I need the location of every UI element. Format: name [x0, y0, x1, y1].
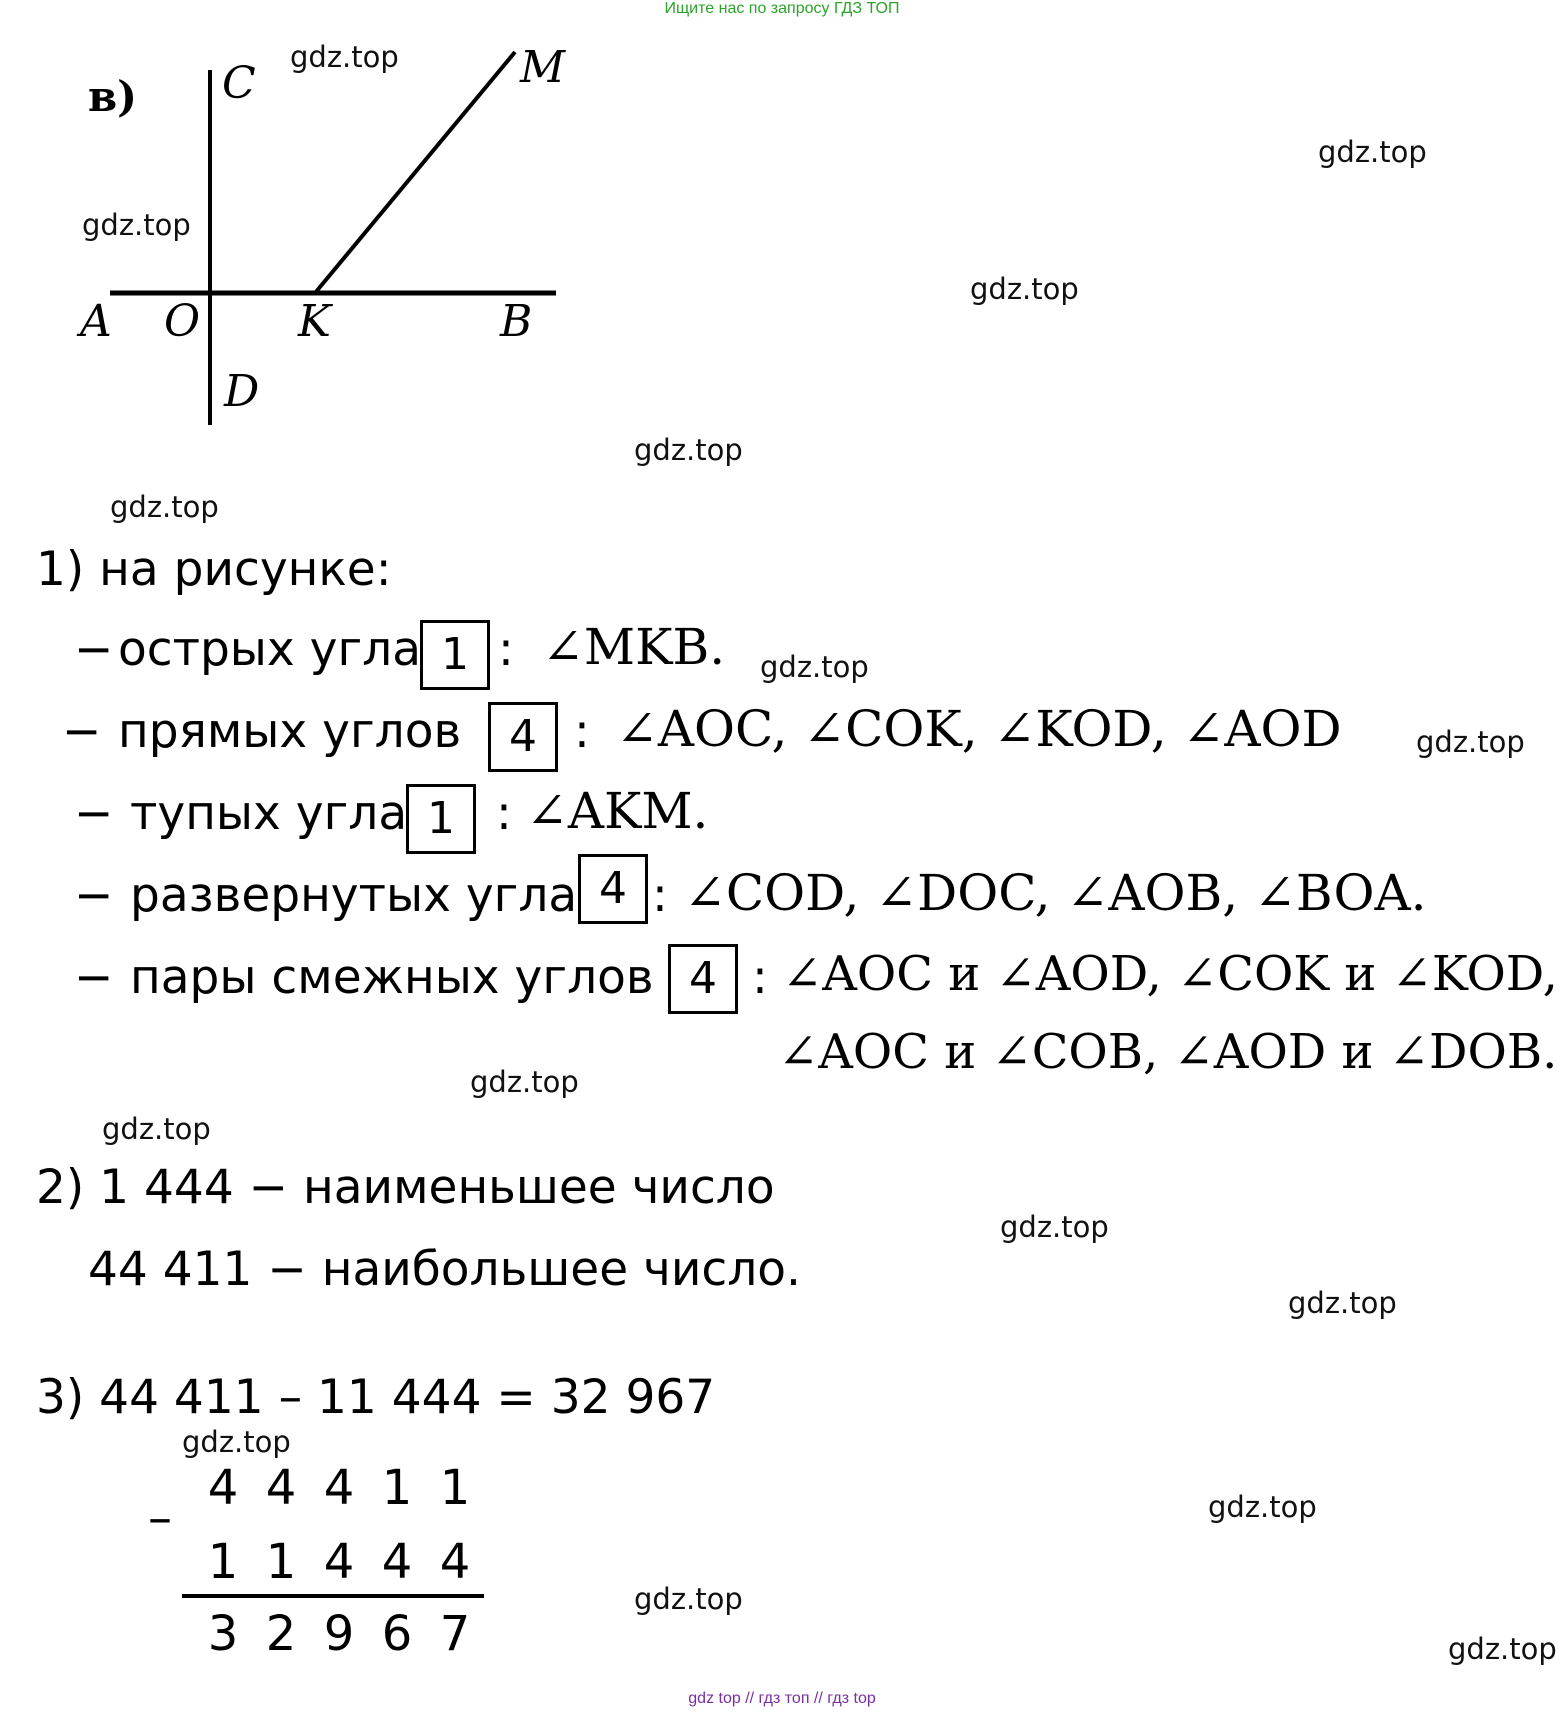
watermark: gdz.top	[82, 208, 191, 242]
digit: 7	[439, 1606, 471, 1662]
part3-equation: 3) 44 411 – 11 444 = 32 967	[36, 1370, 716, 1425]
digit: 4	[207, 1460, 239, 1516]
count-box: 4	[488, 702, 558, 772]
item-angles: ∠AKM.	[526, 782, 709, 840]
digit: 1	[381, 1460, 413, 1516]
watermark: gdz.top	[1288, 1286, 1397, 1320]
digit: 3	[207, 1606, 239, 1662]
item-angles: ∠MKB.	[542, 618, 726, 676]
item-label: пары смежных углов	[130, 950, 654, 1005]
digit: 9	[323, 1606, 355, 1662]
part1-intro: 1) на рисунке:	[36, 542, 392, 597]
point-o-label: O	[164, 296, 201, 347]
watermark: gdz.top	[1000, 1210, 1109, 1244]
digit: 4	[439, 1534, 471, 1590]
footer-banner: gdz top // гдз топ // гдз top	[688, 1690, 876, 1707]
item-angles: ∠AOC и ∠AOD, ∠COK и ∠KOD,	[782, 946, 1558, 1002]
digit: 6	[381, 1606, 413, 1662]
item-colon: :	[574, 704, 590, 759]
digit: 4	[265, 1460, 297, 1516]
item-label: тупых угла	[130, 786, 408, 841]
count-box: 1	[420, 620, 490, 690]
watermark: gdz.top	[1448, 1632, 1557, 1666]
point-d-label: D	[224, 366, 260, 417]
item-colon: :	[498, 622, 514, 677]
watermark: gdz.top	[760, 650, 869, 684]
result-rule	[182, 1594, 484, 1598]
watermark: gdz.top	[1208, 1490, 1317, 1524]
digit: 1	[439, 1460, 471, 1516]
part2-line2: 44 411 − наибольшее число.	[88, 1242, 801, 1297]
item-colon: :	[496, 786, 512, 841]
item-dash: −	[74, 622, 114, 677]
subtrahend-row	[194, 1534, 484, 1590]
watermark: gdz.top	[970, 272, 1079, 306]
item-label: острых угла	[118, 622, 422, 677]
difference-row	[194, 1606, 484, 1662]
point-b-label: B	[500, 296, 533, 347]
header-banner: Ищите нас по запросу ГДЗ ТОП	[664, 0, 900, 17]
item-angles-continued: ∠AOC и ∠COB, ∠AOD и ∠DOB.	[778, 1024, 1558, 1080]
digit: 1	[265, 1534, 297, 1590]
digit: 2	[265, 1606, 297, 1662]
item-dash: −	[74, 950, 114, 1005]
point-m-label: M	[520, 42, 566, 93]
minuend-row	[194, 1460, 484, 1516]
item-dash: −	[62, 704, 102, 759]
watermark: gdz.top	[1416, 725, 1525, 759]
figure-label: в)	[88, 72, 138, 121]
count-box: 4	[578, 854, 648, 924]
digit: 4	[323, 1534, 355, 1590]
minus-sign: –	[148, 1490, 172, 1546]
ray-km	[315, 52, 515, 293]
item-angles: ∠COD, ∠DOC, ∠AOB, ∠BOA.	[684, 864, 1427, 922]
watermark: gdz.top	[110, 490, 219, 524]
count-box: 4	[668, 944, 738, 1014]
watermark: gdz.top	[290, 40, 399, 74]
watermark: gdz.top	[634, 1582, 743, 1616]
item-dash: −	[74, 868, 114, 923]
watermark: gdz.top	[1318, 135, 1427, 169]
figure-lines	[70, 40, 590, 440]
digit: 4	[381, 1534, 413, 1590]
count-box: 1	[406, 784, 476, 854]
item-label: прямых углов	[118, 704, 462, 759]
watermark: gdz.top	[470, 1065, 579, 1099]
item-angles: ∠AOC, ∠COK, ∠KOD, ∠AOD	[616, 700, 1342, 758]
digit: 1	[207, 1534, 239, 1590]
point-c-label: C	[222, 58, 256, 109]
point-a-label: A	[80, 296, 112, 347]
watermark: gdz.top	[634, 433, 743, 467]
watermark: gdz.top	[102, 1112, 211, 1146]
item-colon: :	[752, 950, 768, 1005]
digit: 4	[323, 1460, 355, 1516]
item-label: развернутых угла	[130, 868, 578, 923]
point-k-label: K	[298, 296, 331, 347]
watermark: gdz.top	[182, 1425, 291, 1459]
item-colon: :	[652, 868, 668, 923]
part2-line1: 2) 1 444 − наименьшее число	[36, 1160, 775, 1215]
item-dash: −	[74, 786, 114, 841]
